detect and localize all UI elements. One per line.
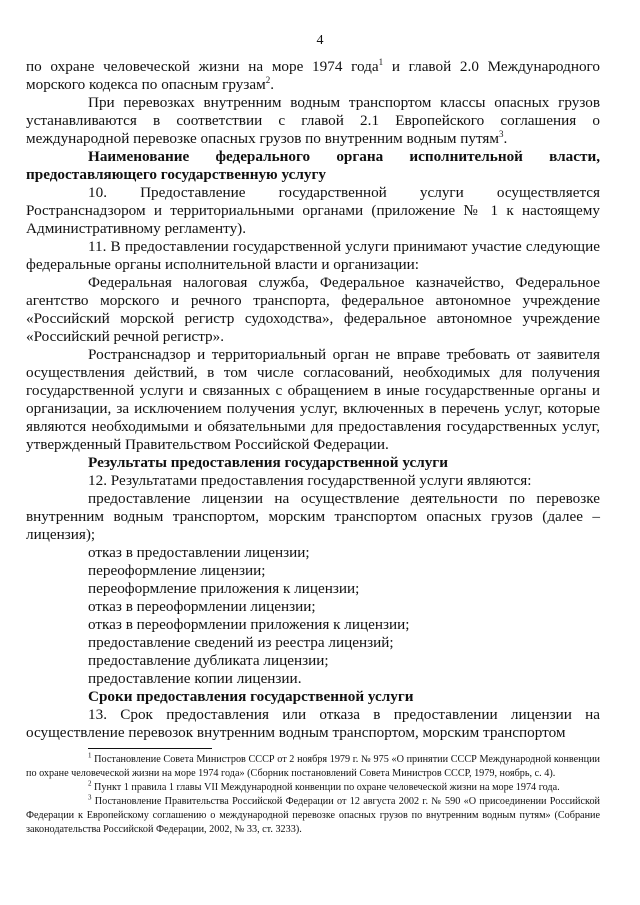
footnote-mark: 3	[88, 793, 92, 802]
list-item: предоставление дубликата лицензии;	[88, 652, 329, 669]
list-item: предоставление копии лицензии.	[88, 670, 302, 687]
paragraph-11: 11. В предоставлении государственной услуги принимают участие следующие федеральные органы исполнительной власти и организации:	[26, 238, 600, 273]
list-item: отказ в переоформлении лицензии;	[88, 598, 316, 615]
page-number: 4	[316, 33, 324, 48]
footnote-ref: 2	[265, 74, 271, 85]
footnote	[26, 795, 600, 837]
paragraph-11-restriction: Ространснадзор и территориальный орган не вправе требовать от заявителя осуществления действий, в том числе согласований, необходимых для получения государственной услуги и связанных с обращением в иные государственные органы и организации, за исключением получения услуг, включенных в перечень услуг, которые являются необходимыми и обязательными для предоставления государственных услуг, утвержденный Правительством Российской Федерации.	[26, 346, 600, 453]
footnote	[26, 781, 600, 795]
footnote-ref: 1	[378, 56, 384, 67]
paragraph-dangerous-goods-classes	[26, 94, 600, 148]
section-heading: Результаты предоставления государственной услуги	[88, 454, 448, 471]
list-item: переоформление приложения к лицензии;	[88, 580, 360, 597]
paragraph-text: и главой 2.0 Международного морского кодекса по опасным грузам	[26, 58, 600, 93]
paragraph-12-licence: предоставление лицензии на осуществление деятельности по перевозке внутренним водным транспортом, морским транспортом опасных грузов (далее – лицензия);	[26, 490, 600, 543]
footnote-text: Постановление Совета Министров СССР от 2 ноября 1979 г. № 975 «О принятии СССР Международной конвенции по охране человеческой жизни на море 1974 года» (Сборник постановлений Совета Министров СССР, 1979, ноябрь, с. 4).	[26, 754, 600, 779]
paragraph-continuation	[26, 58, 600, 94]
footnotes	[26, 753, 600, 837]
footnote-text: Постановление Правительства Российской Федерации от 12 августа 2002 г. № 590 «О присоединении Российской Федерации к Европейскому соглашению о международной перевозке опасных грузов по внутренним водным путям» (Собрание законодательства Российской Федерации, 2002, № 33, ст. 3233).	[26, 796, 600, 835]
paragraph-11-list: Федеральная налоговая служба, Федеральное казначейство, Федеральное агентство морского и речного транспорта, федеральное автономное учреждение «Российский морской регистр судоходства», федеральное автономное учреждение «Российский речной регистр».	[26, 274, 600, 345]
section-heading: Наименование федерального органа исполнительной власти, предоставляющего государственную услугу	[26, 148, 600, 183]
list-item: предоставление сведений из реестра лицензий;	[88, 634, 394, 651]
paragraph-10: 10. Предоставление государственной услуги осуществляется Ространснадзором и территориальными органами (приложение № 1 к настоящему Административному регламенту).	[26, 184, 600, 237]
footnote-separator	[88, 748, 212, 749]
paragraph-text: .	[270, 76, 275, 93]
footnote-mark: 2	[88, 779, 92, 788]
footnote	[26, 753, 600, 781]
list-item: отказ в переоформлении приложения к лицензии;	[88, 616, 410, 633]
paragraph-12: 12. Результатами предоставления государственной услуги являются:	[88, 472, 532, 489]
list-item: отказ в предоставлении лицензии;	[88, 544, 310, 561]
list-item: переоформление лицензии;	[88, 562, 266, 579]
section-heading: Сроки предоставления государственной услуги	[88, 688, 414, 705]
paragraph-text: При перевозках внутренним водным транспортом классы опасных грузов устанавливаются в соответствии с главой 2.1 Европейского соглашения о международной перевозке опасных грузов по внутренним водным путям	[26, 94, 600, 147]
document-body	[26, 58, 600, 742]
footnote-mark: 1	[88, 751, 92, 760]
footnote-ref: 3	[498, 128, 504, 139]
footnote-text: Пункт 1 правила 1 главы VII Международной конвенции по охране человеческой жизни на море 1974 года.	[91, 782, 560, 793]
paragraph-text: .	[503, 130, 508, 147]
paragraph-13: 13. Срок предоставления или отказа в предоставлении лицензии на осуществление перевозок внутренним водным транспортом, морским транспортом	[26, 706, 600, 741]
paragraph-text: по охране человеческой жизни на море 1974 года	[26, 58, 379, 75]
